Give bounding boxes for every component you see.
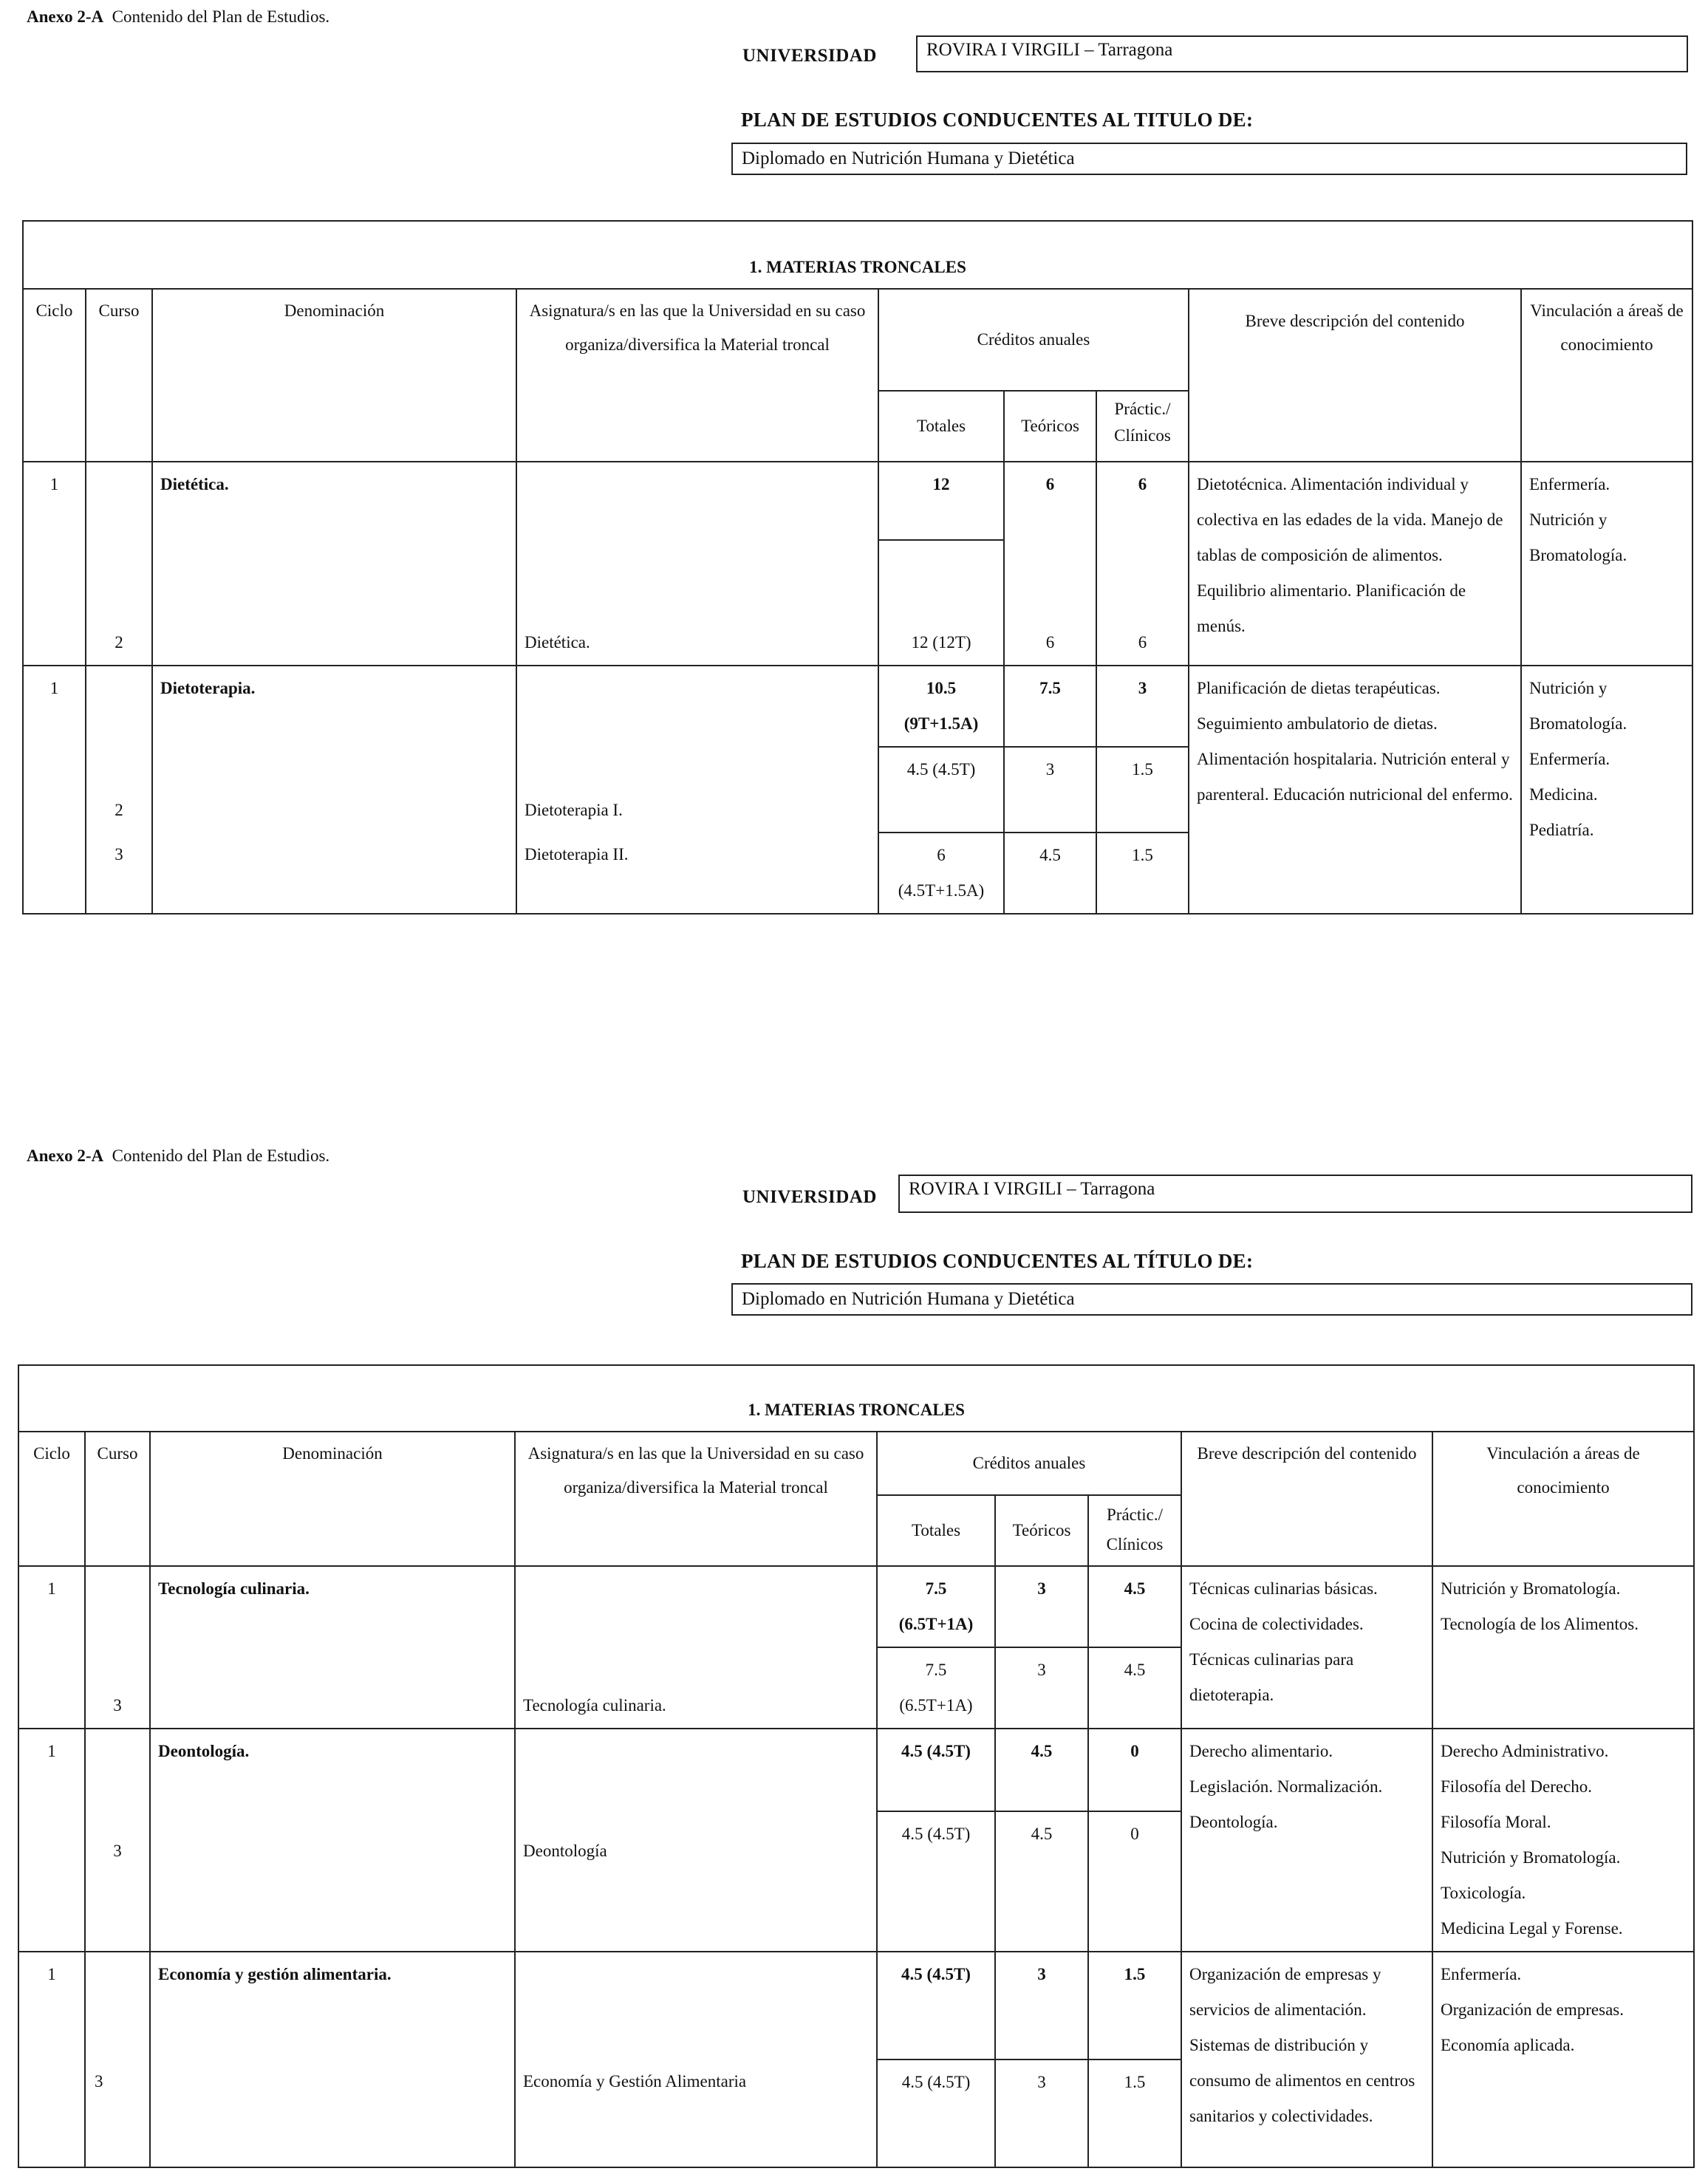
practicos-cell: 0 (1088, 1729, 1181, 1811)
header-asignatura: Asignatura/s en las que la Universidad en su caso organiza/diversifica la Material troncal (515, 1432, 877, 1566)
university-value: ROVIRA I VIRGILI – Tarragona (916, 35, 1688, 72)
teoricos-cell: 4.5 (995, 1729, 1088, 1811)
teoricos-cell: 7.5 (1004, 666, 1096, 747)
table-row (23, 462, 1692, 540)
header-vinculacion: Vinculación a áreaš de conocimiento (1521, 289, 1692, 462)
practicos-cell: 4.5 (1088, 1647, 1181, 1729)
totales-cell: 4.5 (4.5T) (877, 1952, 995, 2060)
practicos-cell: 0 (1088, 1811, 1181, 1952)
vinculacion-cell: Enfermería. Organización de empresas. Economía aplicada. (1432, 1952, 1694, 2167)
practicos-cell: 4.5 (1088, 1566, 1181, 1647)
header-vinculacion: Vinculación a áreas de conocimiento (1432, 1432, 1694, 1566)
curso-cell: 3 (86, 833, 152, 914)
curso-cell: 3 (85, 1811, 150, 1952)
denominacion-cell: Economía y gestión alimentaria. (150, 1952, 515, 2060)
ciclo-cell: 1 (23, 666, 86, 747)
asignatura-cell: Dietoterapia I. (516, 747, 878, 833)
university-value: ROVIRA I VIRGILI – Tarragona (898, 1175, 1692, 1213)
ciclo-cell: 1 (18, 1729, 85, 1811)
denominacion-cell: Tecnología culinaria. (150, 1566, 515, 1647)
university-label: UNIVERSIDAD (742, 46, 877, 66)
totales-cell: 4.5 (4.5T) (877, 1811, 995, 1952)
table-title: 1. MATERIAS TRONCALES (18, 1365, 1694, 1432)
teoricos-cell: 6 (1004, 462, 1096, 540)
table-row (23, 666, 1692, 747)
practicos-cell: 6 (1096, 462, 1189, 540)
table-title: 1. MATERIAS TRONCALES (23, 221, 1692, 289)
header-totales: Totales (877, 1495, 995, 1566)
teoricos-cell: 3 (995, 1647, 1088, 1729)
vinculacion-cell: Nutrición y Bromatología. Tecnología de los Alimentos. (1432, 1566, 1694, 1729)
degree-value: Diplomado en Nutrición Humana y Dietética (731, 1283, 1692, 1316)
annex-text: Contenido del Plan de Estudios. (112, 1146, 330, 1165)
plan-title: PLAN DE ESTUDIOS CONDUCENTES AL TITULO DE: (741, 109, 1254, 131)
plan-title: PLAN DE ESTUDIOS CONDUCENTES AL TÍTULO DE: (741, 1250, 1254, 1272)
degree-value: Diplomado en Nutrición Humana y Dietética (731, 143, 1687, 175)
annex-text: Contenido del Plan de Estudios. (112, 7, 330, 26)
practicos-cell: 1.5 (1096, 747, 1189, 833)
curso-cell: 3 (85, 1647, 150, 1729)
ciclo-cell: 1 (18, 1566, 85, 1647)
header-denominacion: Denominación (150, 1432, 515, 1566)
header-descripcion: Breve descripción del contenido (1189, 289, 1521, 462)
totales-cell: 7.5 (6.5T+1A) (877, 1566, 995, 1647)
descripcion-cell: Técnicas culinarias básicas. Cocina de colectividades. Técnicas culinarias para dietoterapia. (1181, 1566, 1432, 1729)
header-teoricos: Teóricos (1004, 391, 1096, 462)
asignatura-cell: Economía y Gestión Alimentaria (515, 2060, 877, 2167)
header-teoricos: Teóricos (995, 1495, 1088, 1566)
vinculacion-cell: Derecho Administrativo. Filosofía del Derecho. Filosofía Moral. Nutrición y Bromatología. Toxicología. Medicina Legal y Forense. (1432, 1729, 1694, 1952)
teoricos-cell: 3 (995, 1952, 1088, 2060)
totales-cell: 4.5 (4.5T) (877, 1729, 995, 1811)
header-curso: Curso (86, 289, 152, 462)
asignatura-cell: Tecnología culinaria. (515, 1647, 877, 1729)
totales-cell: 4.5 (4.5T) (878, 747, 1004, 833)
header-descripcion: Breve descripción del contenido (1181, 1432, 1432, 1566)
descripcion-cell: Derecho alimentario. Legislación. Normalización. Deontología. (1181, 1729, 1432, 1952)
materias-table (18, 1364, 1695, 2168)
annex-label: Anexo 2-A (27, 1146, 104, 1165)
table-row (18, 1566, 1694, 1647)
curso-cell: 3 (85, 2060, 150, 2167)
header-asignatura: Asignatura/s en las que la Universidad en su caso organiza/diversifica la Material troncal (516, 289, 878, 462)
denominacion-cell: Dietética. (152, 462, 516, 540)
materias-table (22, 220, 1693, 915)
header-denominacion: Denominación (152, 289, 516, 462)
asignatura-cell: Dietoterapia II. (516, 833, 878, 914)
practicos-cell: 6 (1096, 540, 1189, 666)
teoricos-cell: 6 (1004, 540, 1096, 666)
header-practicos: Práctic./ Clínicos (1088, 1495, 1181, 1566)
ciclo-cell: 1 (23, 462, 86, 540)
teoricos-cell: 3 (995, 1566, 1088, 1647)
denominacion-cell: Deontología. (150, 1729, 515, 1811)
totales-cell: 12 (878, 462, 1004, 540)
practicos-cell: 1.5 (1088, 2060, 1181, 2167)
header-totales: Totales (878, 391, 1004, 462)
header-ciclo: Ciclo (23, 289, 86, 462)
header-creditos: Créditos anuales (878, 289, 1189, 391)
university-label: UNIVERSIDAD (742, 1187, 877, 1207)
descripcion-cell: Planificación de dietas terapéuticas. Seguimiento ambulatorio de dietas. Alimentación hospitalaria. Nutrición enteral y parenteral. Educación nutricional del enfermo. (1189, 666, 1521, 914)
annex-heading (27, 1146, 329, 1166)
ciclo-cell: 1 (18, 1952, 85, 2060)
denominacion-cell: Dietoterapia. (152, 666, 516, 747)
table-row (18, 1729, 1694, 1811)
totales-cell: 4.5 (4.5T) (877, 2060, 995, 2167)
table-row (18, 1952, 1694, 2060)
vinculacion-cell: Enfermería. Nutrición y Bromatología. (1521, 462, 1692, 666)
teoricos-cell: 4.5 (995, 1811, 1088, 1952)
header-creditos: Créditos anuales (877, 1432, 1181, 1495)
curso-cell: 2 (86, 747, 152, 833)
totales-cell: 12 (12T) (878, 540, 1004, 666)
asignatura-cell: Deontología (515, 1811, 877, 1952)
curso-cell: 2 (86, 540, 152, 666)
practicos-cell: 1.5 (1096, 833, 1189, 914)
annex-heading (27, 7, 329, 27)
header-practicos: Práctic./ Clínicos (1096, 391, 1189, 462)
annex-label: Anexo 2-A (27, 7, 104, 26)
teoricos-cell: 3 (995, 2060, 1088, 2167)
asignatura-cell: Dietética. (516, 540, 878, 666)
descripcion-cell: Dietotécnica. Alimentación individual y colectiva en las edades de la vida. Manejo de tablas de composición de alimentos. Equilibrio alimentario. Planificación de menús. (1189, 462, 1521, 666)
practicos-cell: 3 (1096, 666, 1189, 747)
header-curso: Curso (85, 1432, 150, 1566)
totales-cell: 6 (4.5T+1.5A) (878, 833, 1004, 914)
header-ciclo: Ciclo (18, 1432, 85, 1566)
totales-cell: 10.5 (9T+1.5A) (878, 666, 1004, 747)
practicos-cell: 1.5 (1088, 1952, 1181, 2060)
vinculacion-cell: Nutrición y Bromatología. Enfermería. Medicina. Pediatría. (1521, 666, 1692, 914)
descripcion-cell: Organización de empresas y servicios de alimentación. Sistemas de distribución y consumo de alimentos en centros sanitarios y colectividades. (1181, 1952, 1432, 2167)
teoricos-cell: 3 (1004, 747, 1096, 833)
totales-cell: 7.5 (6.5T+1A) (877, 1647, 995, 1729)
teoricos-cell: 4.5 (1004, 833, 1096, 914)
